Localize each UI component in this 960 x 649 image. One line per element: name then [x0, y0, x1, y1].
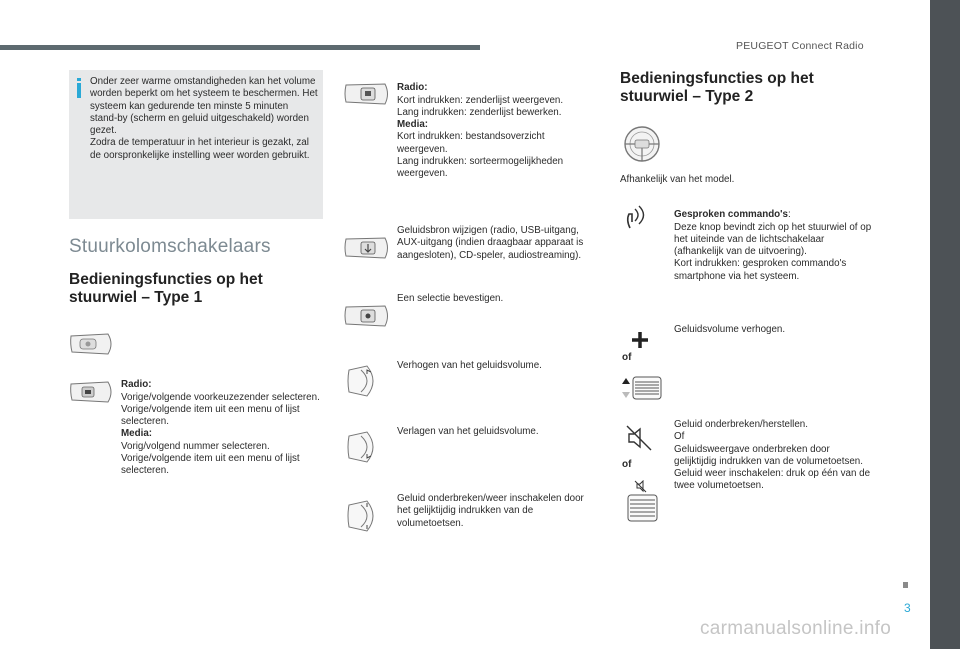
- page-number: 3: [904, 601, 911, 615]
- type1-radio-label: Radio:: [121, 379, 152, 391]
- voice-label: Gesproken commando's: [674, 209, 788, 221]
- type1-title: Bedieningsfuncties op het stuurwiel – Type 1: [69, 271, 263, 306]
- middle-item-volume-down: Verlagen van het geluidsvolume.: [397, 426, 539, 437]
- header-title: PEUGEOT Connect Radio: [736, 40, 864, 52]
- volume-up-wheel-icon: [345, 362, 385, 400]
- info-text: Onder zeer warme omstandigheden kan het volume worden beperkt om het systeem te beschermen. Het systeem kan gedurende ten minste 5 minuten stand-by (scherm en geluid uitgeschakeld) worden gezet. Zodra de temperatuur in het interieur is gezakt, zal de oorspronkelijke instelling weer worden gebruikt.: [90, 76, 318, 161]
- middle-radio-text: Kort indrukken: zenderlijst weergeven. Lang indrukken: zenderlijst bewerken.: [397, 94, 564, 118]
- type2-title: Bedieningsfuncties op het stuurwiel – Type 2: [620, 70, 814, 105]
- type1-media-label: Media:: [121, 428, 153, 440]
- continue-marker: [903, 582, 908, 588]
- watermark: carmanualsonline.info: [700, 618, 892, 639]
- switch-radio-list-icon: [343, 80, 391, 108]
- plus-icon: [630, 330, 650, 350]
- mute-wheel-icon: [345, 497, 385, 535]
- middle-media-label: Media:: [397, 119, 429, 131]
- info-box: [69, 70, 323, 219]
- middle-item-volume-up: Verhogen van het geluidsvolume.: [397, 360, 542, 371]
- middle-item-source: Geluidsbron wijzigen (radio, USB-uitgang, AUX-uitgang (indien draagbaar apparaat is aangesloten), CD-speler, audiostreaming).: [397, 225, 584, 261]
- info-icon: [77, 78, 81, 98]
- mute-speaker-icon: [625, 424, 655, 454]
- steering-switch-icon: [68, 330, 116, 358]
- mute-scroll-icon: [625, 480, 659, 524]
- middle-item-confirm: Een selectie bevestigen.: [397, 293, 504, 304]
- middle-item-radio: [397, 70, 597, 181]
- switch-confirm-icon: [343, 302, 391, 330]
- or-label-1: of: [622, 352, 632, 363]
- voice-text: Deze knop bevindt zich op het stuurwiel of op het uiteinde van de lichtschakelaar (afhankelijk van de uitvoering). Kort indrukken: gesproken commando's smartphone via het systeem.: [674, 221, 872, 282]
- middle-radio-label: Radio:: [397, 82, 428, 94]
- page-edge-tab: [930, 0, 960, 649]
- middle-item-mute: Geluid onderbreken/weer inschakelen door het gelijktijdig indrukken van de volumetoetsen.: [397, 493, 584, 529]
- type2-voice: [674, 197, 874, 295]
- steering-switch-radio-icon: [68, 378, 116, 406]
- volume-up-scroll-icon: [620, 374, 664, 402]
- type2-model-note: Afhankelijk van het model.: [620, 174, 735, 185]
- steering-wheel-icon: [620, 124, 664, 164]
- switch-source-icon: [343, 234, 391, 262]
- type1-item-text: [121, 367, 321, 478]
- type2-volume-up: Geluidsvolume verhogen.: [674, 324, 786, 335]
- middle-media-text: Kort indrukken: bestandsoverzicht weergeven. Lang indrukken: sorteermogelijkheden weergeven.: [397, 131, 564, 180]
- section-title: Stuurkolomschakelaars: [69, 236, 271, 257]
- voice-colon: :: [787, 209, 791, 221]
- volume-down-wheel-icon: [345, 428, 385, 466]
- type2-mute: Geluid onderbreken/herstellen. Of Geluidsweergave onderbreken door gelijktijdig indrukken van de volumetoetsen. Geluid weer inschakelen: druk op één van de twee volumetoetsen.: [674, 419, 871, 492]
- type1-radio-text: Vorige/volgende voorkeuzezender selecteren. Vorige/volgende item uit een menu of lijst selecteren.: [121, 391, 320, 428]
- voice-command-icon: [622, 202, 652, 232]
- type1-media-text: Vorig/volgend nummer selecteren. Vorige/volgende item uit een menu of lijst selecteren.: [121, 440, 300, 477]
- header-rule: [0, 45, 480, 50]
- or-label-2: of: [622, 459, 632, 470]
